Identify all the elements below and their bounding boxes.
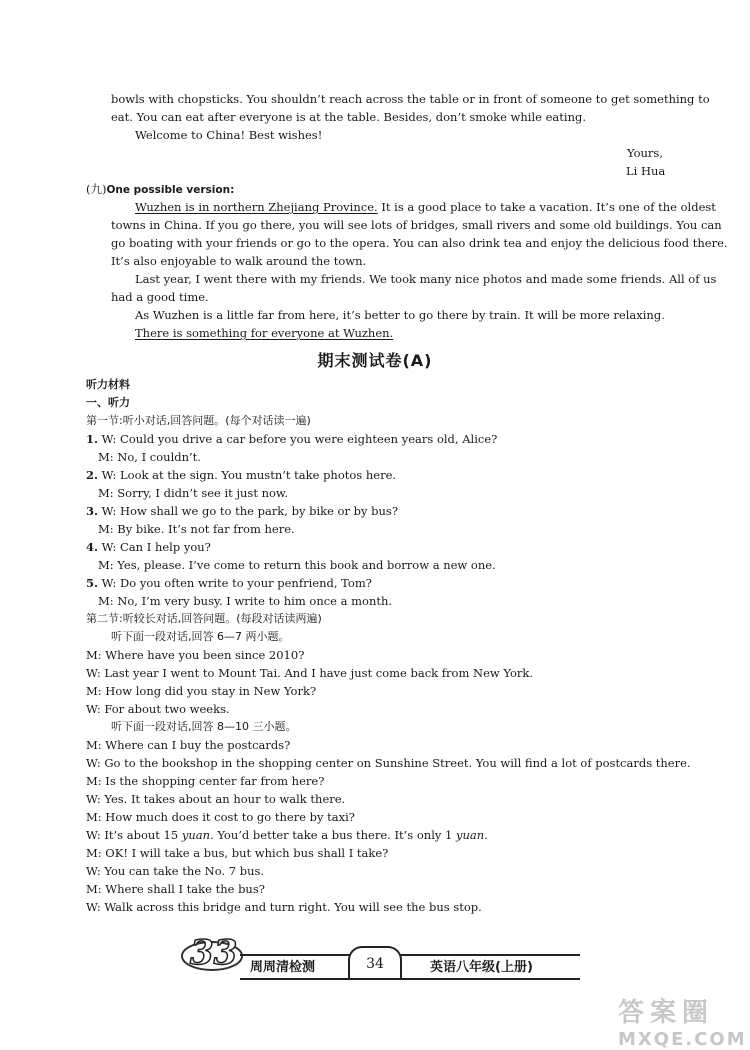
- page-number: 34: [348, 946, 402, 978]
- essay-line: go boating with your friends or go to the opera. You can also drink tea and enjoy the delicious food there.: [111, 236, 728, 250]
- essay-text: It is a good place to take a vacation. It’s one of the oldest: [377, 200, 716, 214]
- dialogue-line: M: Sorry, I didn’t see it just now.: [98, 486, 289, 500]
- dialogue-line: W: Yes. It takes about an hour to walk there.: [86, 792, 346, 806]
- dialogue-line: W: You can take the No. 7 bus.: [86, 864, 265, 878]
- section9-title: One possible version:: [106, 184, 235, 196]
- dialogue-line: 5. W: Do you often write to your penfriend, Tom?: [86, 576, 372, 590]
- dialogue-line: 3. W: How shall we go to the park, by bike or by bus?: [86, 504, 398, 518]
- section2-label: 第二节:听较长对话,回答问题。(每段对话读两遍): [86, 612, 322, 625]
- dialogue-line: W: It’s about 15 yuan. You’d better take a bus there. It’s only 1 yuan.: [86, 828, 488, 842]
- dialogue-line: 2. W: Look at the sign. You mustn’t take photos here.: [86, 468, 397, 482]
- essay-line: had a good time.: [111, 290, 209, 304]
- dialogue-line: W: Walk across this bridge and turn right. You will see the bus stop.: [86, 900, 482, 914]
- dialogue-line: M: Where have you been since 2010?: [86, 648, 305, 662]
- exam-title: 期末测试卷(A): [317, 351, 433, 370]
- watermark: 答案圈 MXQE.COM: [618, 998, 747, 1050]
- letter-line: eat. You can eat after everyone is at the table. Besides, don’t smoke while eating.: [111, 110, 586, 124]
- essay-line: towns in China. If you go there, you will see lots of bridges, small rivers and some old buildings. You can: [111, 218, 722, 232]
- essay-line: It’s also enjoyable to walk around the town.: [111, 254, 367, 268]
- letter-line: Welcome to China! Best wishes!: [135, 128, 323, 142]
- dialogue-line: M: Is the shopping center far from here?: [86, 774, 325, 788]
- dialogue-line: W: For about two weeks.: [86, 702, 230, 716]
- page-footer: [180, 938, 580, 978]
- dialogue-line: M: How long did you stay in New York?: [86, 684, 317, 698]
- essay-underlined: Wuzhen is in northern Zhejiang Province.: [135, 200, 378, 214]
- section1-label: 第一节:听小对话,回答问题。(每个对话读一遍): [86, 414, 311, 427]
- dialogue-line: 4. W: Can I help you?: [86, 540, 211, 554]
- dialogue-intro: 听下面一段对话,回答 6—7 两小题。: [111, 630, 290, 643]
- dialogue-line: 1. W: Could you drive a car before you were eighteen years old, Alice?: [86, 432, 498, 446]
- footer-subject: 英语八年级(上册): [430, 960, 533, 975]
- dialogue-intro: 听下面一段对话,回答 8—10 三小题。: [111, 720, 297, 733]
- dialogue-line: W: Last year I went to Mount Tai. And I have just come back from New York.: [86, 666, 534, 680]
- dialogue-line: W: Go to the bookshop in the shopping center on Sunshine Street. You will find a lot of postcards there.: [86, 756, 691, 770]
- section9-heading: [86, 180, 234, 199]
- dialogue-line: M: No, I’m very busy. I write to him once a month.: [98, 594, 393, 608]
- dialogue-line: M: OK! I will take a bus, but which bus shall I take?: [86, 846, 389, 860]
- essay-line: [135, 198, 716, 216]
- essay-underlined: There is something for everyone at Wuzhen.: [135, 326, 394, 340]
- part1-label: 一、听力: [86, 396, 130, 409]
- dialogue-line: M: Yes, please. I’ve come to return this book and borrow a new one.: [98, 558, 496, 572]
- dialogue-line: M: How much does it cost to go there by taxi?: [86, 810, 355, 824]
- dialogue-line: M: No, I couldn’t.: [98, 450, 201, 464]
- svg-text:33: 33: [190, 933, 238, 973]
- section9-label: (九): [86, 182, 107, 196]
- letter-line: bowls with chopsticks. You shouldn’t reach across the table or in front of someone to get something to: [111, 92, 710, 106]
- dialogue-line: M: Where can I buy the postcards?: [86, 738, 291, 752]
- essay-line: As Wuzhen is a little far from here, it’s better to go there by train. It will be more relaxing.: [135, 308, 665, 322]
- letter-signature: Li Hua: [626, 164, 666, 178]
- footer-series: 周周清检测: [250, 960, 316, 975]
- materials-label: 听力材料: [86, 378, 130, 391]
- dialogue-line: M: By bike. It’s not far from here.: [98, 522, 295, 536]
- letter-closing: Yours,: [627, 146, 663, 160]
- dialogue-line: M: Where shall I take the bus?: [86, 882, 265, 896]
- essay-line: Last year, I went there with my friends. We took many nice photos and made some friends. All of us: [135, 272, 717, 286]
